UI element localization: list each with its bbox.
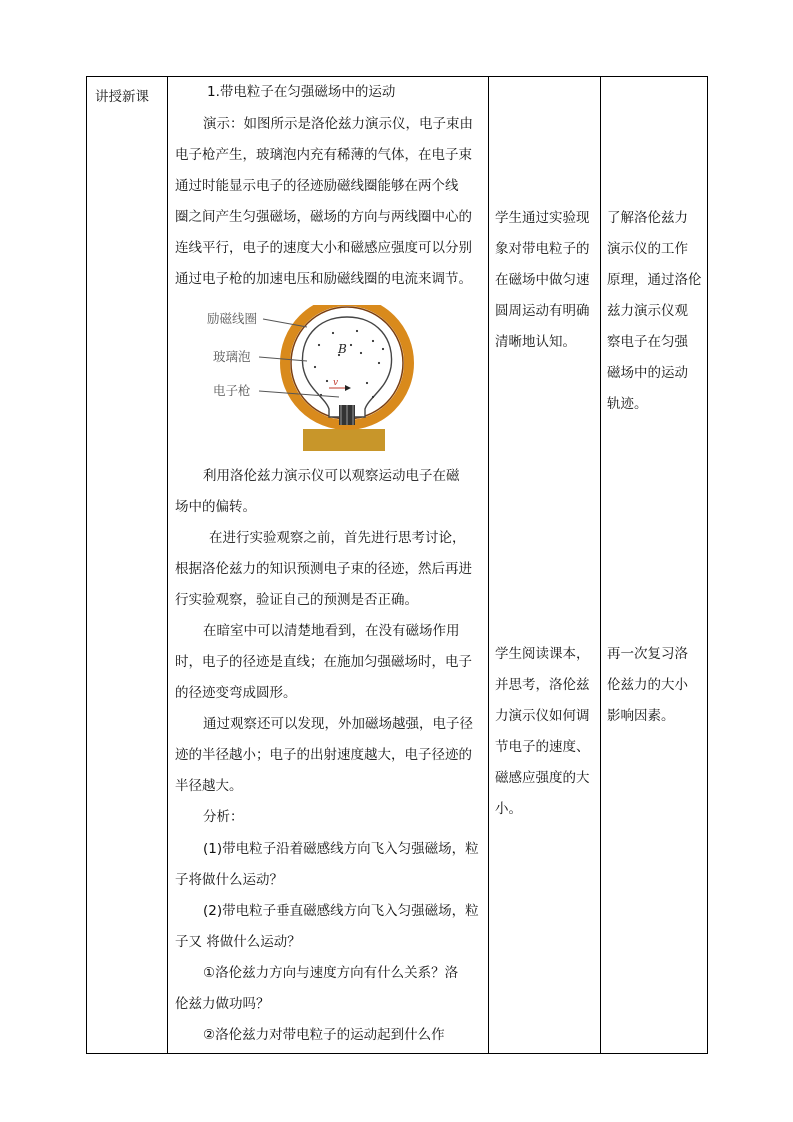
text-line: 磁场中的运动: [607, 365, 688, 381]
text-line: 通过电子枪的加速电压和励磁线圈的电流来调节。: [175, 271, 472, 287]
text-line: 子又 将做什么运动？: [175, 934, 301, 950]
question-2a: [175, 958, 487, 1020]
text-line: 轨迹。: [607, 396, 648, 412]
question-2: [175, 896, 487, 958]
student-activity-2: [495, 639, 597, 825]
text-line: 力演示仪如何调: [495, 708, 590, 724]
bulb-label: 玻璃泡: [213, 349, 251, 364]
text-line: 半径越大。: [175, 778, 243, 794]
text-line: 圈之间产生匀强磁场，磁场的方向与两线圈中心的: [175, 209, 472, 225]
text-line: 行实验观察，验证自己的预测是否正确。: [175, 592, 418, 608]
question-2b: [175, 1020, 487, 1051]
darkroom-paragraph: [175, 616, 487, 709]
text-line: 磁感应强度的大: [495, 770, 590, 786]
text-line: 演示：如图所示是洛伦兹力演示仪，电子束由: [203, 116, 473, 132]
text-line: ①洛伦兹力方向与速度方向有什么关系？洛: [203, 965, 459, 981]
section-label: 讲授新课: [95, 89, 149, 105]
text-line: 连线平行，电子的速度大小和磁感应强度可以分别: [175, 240, 472, 256]
analysis-label: 分析：: [203, 809, 244, 825]
lorentz-force-demonstrator-figure: [207, 305, 417, 455]
predict-paragraph: [175, 523, 487, 616]
text-line: 的径迹变弯成圆形。: [175, 685, 297, 701]
text-line: 根据洛伦兹力的知识预测电子束的径迹，然后再进: [175, 561, 472, 577]
text-line: 并思考，洛伦兹: [495, 677, 590, 693]
text-line: 迹的半径越小；电子的出射速度越大，电子径迹的: [175, 747, 472, 763]
text-line: 圆周运动有明确: [495, 303, 590, 319]
text-line: 场中的偏转。: [175, 499, 256, 515]
magnetic-field-symbol: B: [338, 342, 347, 356]
text-line: 通过观察还可以发现，外加磁场越强，电子径: [203, 716, 473, 732]
text-line: 子将做什么运动？: [175, 872, 283, 888]
design-intent-2: [607, 639, 703, 732]
demo-paragraph: [175, 109, 487, 295]
text-line: 电子枪产生，玻璃泡内充有稀薄的气体，在电子束: [175, 147, 472, 163]
text-line: 小。: [495, 801, 522, 817]
text-line: 象对带电粒子的: [495, 241, 590, 257]
student-activity-1: [495, 203, 597, 358]
text-line: 节电子的速度、: [495, 739, 590, 755]
velocity-symbol: v: [333, 378, 339, 388]
coil-label: 励磁线圈: [207, 311, 258, 326]
gun-label: 电子枪: [213, 383, 251, 398]
text-line: ②洛伦兹力对带电粒子的运动起到什么作: [203, 1027, 445, 1043]
text-line: 在进行实验观察之前，首先进行思考讨论，: [209, 530, 466, 546]
column-divider: [600, 77, 601, 1053]
column-divider: [167, 77, 168, 1053]
question-1: [175, 834, 487, 896]
text-line: 察电子在匀强: [607, 334, 688, 350]
radius-paragraph: [175, 709, 487, 802]
text-line: 清晰地认知。: [495, 334, 576, 350]
lesson-heading: 1.带电粒子在匀强磁场中的运动: [207, 84, 396, 100]
text-line: 伦兹力做功吗？: [175, 996, 270, 1012]
column-divider: [488, 77, 489, 1053]
text-line: 伦兹力的大小: [607, 677, 688, 693]
text-line: 利用洛伦兹力演示仪可以观察运动电子在磁: [203, 468, 460, 484]
text-line: 了解洛伦兹力: [607, 210, 688, 226]
text-line: 兹力演示仪观: [607, 303, 688, 319]
text-line: 演示仪的工作: [607, 241, 688, 257]
text-line: (1)带电粒子沿着磁感线方向飞入匀强磁场，粒: [203, 841, 479, 857]
text-line: 在暗室中可以清楚地看到，在没有磁场作用: [203, 623, 460, 639]
text-line: 通过时能显示电子的径迹励磁线圈能够在两个线: [175, 178, 459, 194]
design-intent-1: [607, 203, 703, 420]
base-stand: [303, 429, 385, 451]
text-line: 学生阅读课本，: [495, 646, 590, 662]
text-line: 在磁场中做匀速: [495, 272, 590, 288]
lesson-table: [86, 76, 708, 1054]
text-line: 时，电子的径迹是直线；在施加匀强磁场时，电子: [175, 654, 472, 670]
text-line: 再一次复习洛: [607, 646, 688, 662]
text-line: 学生通过实验现: [495, 210, 590, 226]
text-line: (2)带电粒子垂直磁感线方向飞入匀强磁场，粒: [203, 903, 479, 919]
text-line: 影响因素。: [607, 708, 675, 724]
text-line: 原理，通过洛伦: [607, 272, 702, 288]
observe-paragraph: [175, 461, 487, 523]
